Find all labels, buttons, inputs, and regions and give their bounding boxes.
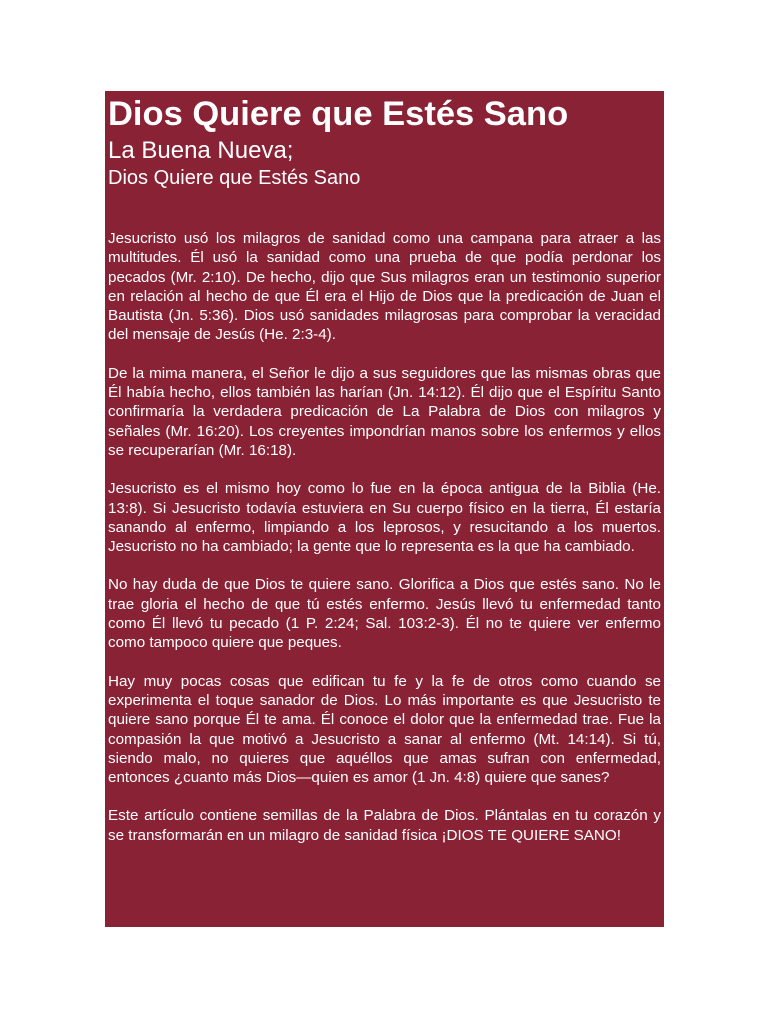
- paragraph-1: Jesucristo usó los milagros de sanidad como una campana para atraer a las multitudes. Él usó la sanidad como una prueba de que podía perdonar los pecados (Mr. 2:10). De hecho, dijo que Sus milagros eran un testimonio superior en relación al hecho de que Él era el Hijo de Dios que la predicación de Juan el Bautista (Jn. 5:36). Dios usó sanidades milagrosas para comprobar la veracidad del mensaje de Jesús (He. 2:3-4).: [108, 230, 661, 344]
- paragraph-2: De la mima manera, el Señor le dijo a sus seguidores que las mismas obras que Él había hecho, ellos también las harían (Jn. 14:12). Él dijo que el Espíritu Santo confirmaría la verdadera predicación de La Palabra de Dios con milagros y señales (Mr. 16:20). Los creyentes impondrían manos sobre los enfermos y ellos se recuperarían (Mr. 16:18).: [108, 364, 661, 459]
- document-body: [108, 229, 661, 845]
- paragraph-5: Hay muy pocas cosas que edifican tu fe y la fe de otros como cuando se experimenta el toque sanador de Dios. Lo más importante es que Jesucristo te quiere sano porque Él te ama. Él conoce el dolor que la enfermedad trae. Fue la compasión la que motivó a Jesucristo a sanar al enfermo (Mt. 14:14). Si tú, siendo malo, no quieres que aquéllos que amas sufran con enfermedad, entonces ¿cuanto más Dios—quien es amor (1 Jn. 4:8) quiere que sanes?: [108, 672, 661, 787]
- paragraph-4: No hay duda de que Dios te quiere sano. Glorifica a Dios que estés sano. No le trae gloria el hecho de que tú estés enfermo. Jesús llevó tu enfermedad tanto como Él llevó tu pecado (1 P. 2:24; Sal. 103:2-3). Él no te quiere ver enfermo como tampoco quiere que peques.: [108, 576, 661, 652]
- paragraph-6: Este artículo contiene semillas de la Palabra de Dios. Plántalas en tu corazón y se transformarán en un milagro de sanidad física ¡DIOS TE QUIERE SANO!: [108, 807, 661, 844]
- document-title: Dios Quiere que Estés Sano: [108, 95, 569, 133]
- paragraph-3: Jesucristo es el mismo hoy como lo fue en la época antigua de la Biblia (He. 13:8). Si Jesucristo todavía estuviera en Su cuerpo físico en la tierra, Él estaría sanando al enfermo, limpiando a los leprosos, y resucitando a los muertos. Jesucristo no ha cambiado; la gente que lo representa es la que ha cambiado.: [108, 480, 661, 556]
- document-page: [105, 91, 664, 927]
- document-subtitle: La Buena Nueva;: [108, 137, 294, 164]
- document-subtitle-2: Dios Quiere que Estés Sano: [108, 167, 361, 189]
